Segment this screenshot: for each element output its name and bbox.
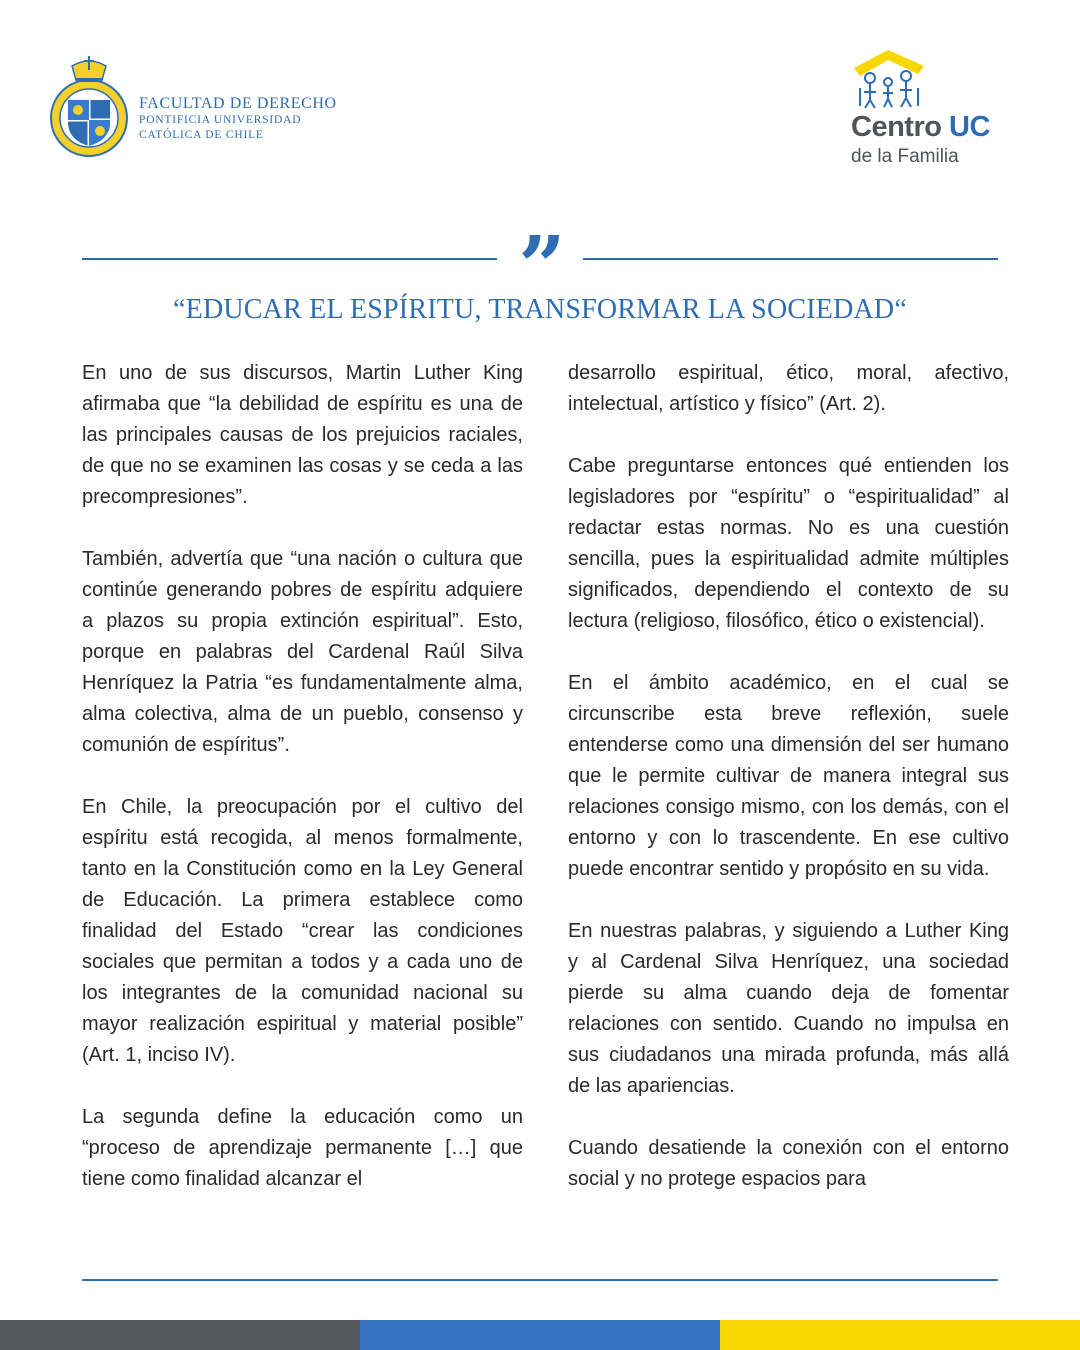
- footer-bar-yellow: [720, 1320, 1080, 1350]
- divider-left: [82, 258, 497, 260]
- paragraph: desarrollo espiritual, ético, moral, afectivo, intelectual, artístico y físico” (Art. 2).: [568, 362, 1009, 415]
- centro-word: Centro: [851, 111, 942, 143]
- faculty-name: FACULTAD DE DERECHO: [139, 95, 337, 112]
- centro-uc-logo-text: [851, 110, 990, 144]
- footer-bar-blue: [360, 1320, 720, 1350]
- paragraph: En el ámbito académico, en el cual se circunscribe esta breve reflexión, suele entenderse como una dimensión del ser humano que le permite cultivar de manera integral sus relaciones consigo mismo, con los demás, con el entorno y con lo trascendente. En ese cultivo puede encontrar sentido y propósito en su vida.: [568, 672, 1009, 880]
- university-name-line2: CATÓLICA DE CHILE: [139, 129, 264, 141]
- university-crest-icon: [48, 54, 130, 158]
- paragraph: En nuestras palabras, y siguiendo a Luther King y al Cardenal Silva Henríquez, una sociedad pierde su alma cuando deja de fomentar relaciones con sentido. Cuando no impulsa en sus ciudadanos una mirada profunda, más allá de las apariencias.: [568, 920, 1009, 1097]
- article-title: “EDUCAR EL ESPÍRITU, TRANSFORMAR LA SOCIEDAD“: [173, 294, 907, 325]
- quote-icon: ”: [518, 219, 566, 315]
- paragraph: También, advertía que “una nación o cultura que continúe generando pobres de espíritu adquiere a plazos su propia extinción espiritual”. Esto, porque en palabras del Cardenal Raúl Silva Henríquez la Patria “es fundamentalmente alma, alma colectiva, alma de un pueblo, consenso y comunión de espíritus”.: [82, 548, 523, 756]
- faculty-block: [139, 95, 337, 143]
- paragraph: En Chile, la preocupación por el cultivo del espíritu está recogida, al menos formalmente, tanto en la Constitución como en la Ley General de Educación. La primera establece como finalidad del Estado “crear las condiciones sociales que permitan a todos y a cada uno de los integrantes de la comunidad nacional su mayor realización espiritual y material posible” (Art. 1, inciso IV).: [82, 796, 523, 1066]
- paragraph: Cuando desatiende la conexión con el entorno social y no protege espacios para: [568, 1137, 1009, 1190]
- paragraph: La segunda define la educación como un “proceso de aprendizaje permanente […] que tiene como finalidad alcanzar el: [82, 1106, 523, 1190]
- footer-bar-gray: [0, 1320, 360, 1350]
- text-column-left: [82, 358, 523, 1195]
- uc-word: UC: [949, 111, 990, 143]
- paragraph: En uno de sus discursos, Martin Luther King afirmaba que “la debilidad de espíritu es una de las principales causas de los prejuicios raciales, de que no se examinen las cosas y se ceda a las precompresiones”.: [82, 362, 523, 508]
- divider-right: [583, 258, 998, 260]
- family-house-icon: [848, 48, 928, 110]
- paragraph: Cabe preguntarse entonces qué entienden los legisladores por “espíritu” o “espiritualidad” al redactar estas normas. No es una cuestión sencilla, pues la espiritualidad admite múltiples significados, dependiendo el contexto de su lectura (religioso, filosófico, ético o existencial).: [568, 455, 1009, 632]
- centro-subtitle: de la Familia: [851, 146, 959, 167]
- bottom-divider: [82, 1279, 998, 1281]
- text-column-right: [568, 358, 1009, 1195]
- university-name-line1: PONTIFICIA UNIVERSIDAD: [139, 114, 302, 126]
